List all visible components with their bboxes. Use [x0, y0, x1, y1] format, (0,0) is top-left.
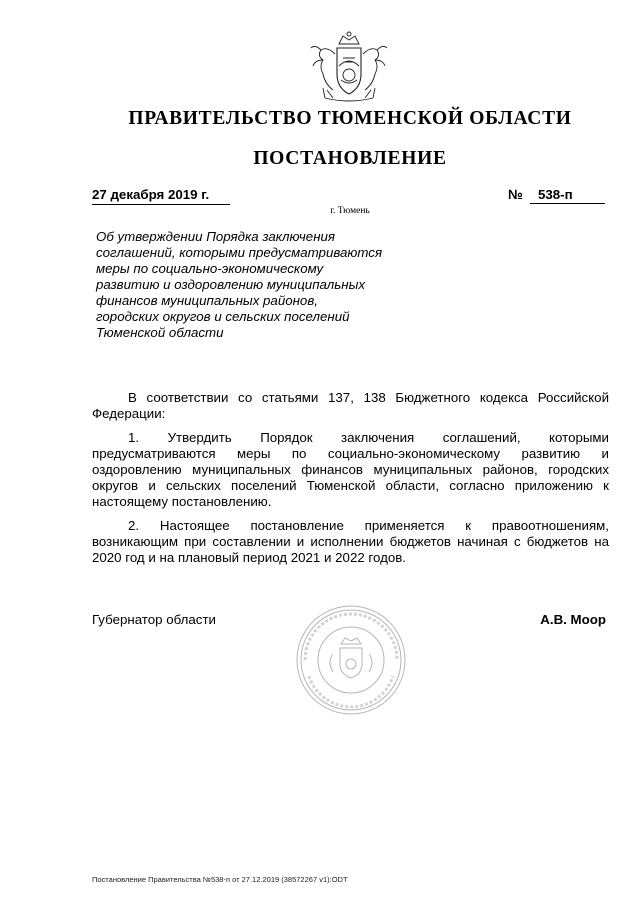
- document-body: [92, 390, 609, 574]
- tyumen-coat-of-arms-icon: [303, 30, 395, 104]
- document-number-field: [508, 186, 605, 204]
- body-intro: В соответствии со статьями 137, 138 Бюджетного кодекса Российской Федерации:: [92, 390, 609, 421]
- government-name: ПРАВИТЕЛЬСТВО ТЮМЕНСКОЙ ОБЛАСТИ: [128, 108, 572, 129]
- subject-line: Тюменской области: [96, 325, 224, 340]
- signer-position: Губернатор области: [92, 612, 216, 627]
- subject-line: меры по социально-экономическому: [96, 261, 324, 276]
- document-date: 27 декабря 2019 г.: [92, 186, 230, 205]
- number-sign: №: [508, 187, 523, 202]
- subject-line: Об утверждении Порядка заключения: [96, 229, 336, 244]
- body-point-2: 2. Настоящее постановление применяется к правоотношениям, возникающим при составлении и исполнении бюджетов начиная с бюджетов на 2020 год и на плановый период 2021 и 2022 годов.: [92, 518, 609, 565]
- body-point-1: 1. Утвердить Порядок заключения соглашений, которыми предусматриваются меры по социально-экономическому развитию и оздоровлению муниципальных финансов муниципальных районов, городских округов и сельских поселений Тюменской области, согласно приложению к настоящему постановлению.: [92, 430, 609, 509]
- document-subject: [96, 229, 426, 341]
- document-number: 538-п: [530, 186, 605, 204]
- subject-line: соглашений, которыми предусматриваются: [96, 245, 383, 260]
- footer-reference: Постановление Правительства №538-п от 27.12.2019 (38572267 v1):ODT: [92, 875, 348, 884]
- subject-line: развитию и оздоровлению муниципальных: [96, 277, 366, 292]
- document-type: ПОСТАНОВЛЕНИЕ: [253, 148, 447, 169]
- subject-line: финансов муниципальных районов,: [96, 293, 318, 308]
- city: г. Тюмень: [330, 206, 370, 216]
- official-seal-stamp-icon: [295, 604, 407, 716]
- signer-name: А.В. Моор: [540, 612, 606, 627]
- subject-line: городских округов и сельских поселений: [96, 309, 350, 324]
